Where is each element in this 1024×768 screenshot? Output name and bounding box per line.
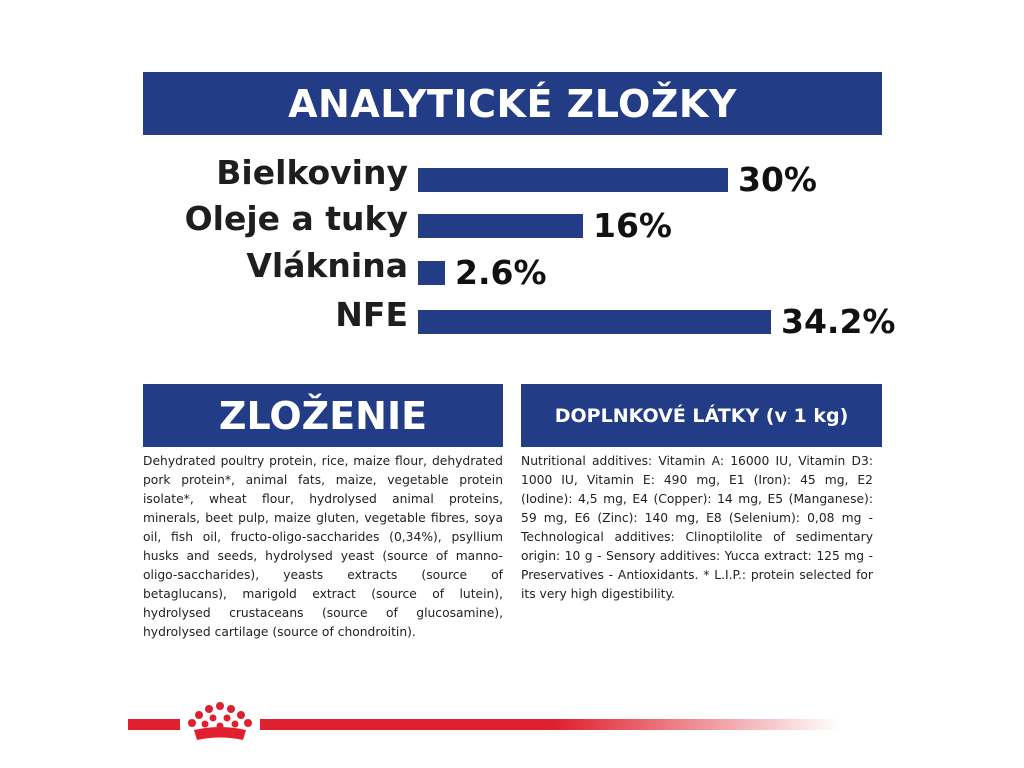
analytic-row-label: Oleje a tuky xyxy=(184,199,408,238)
analytic-row-label: Bielkoviny xyxy=(216,153,408,192)
composition-text: Dehydrated poultry protein, rice, maize flour, dehydrated pork protein*, animal fats, maize, vegetable protein isolate*, wheat flour, hydrolysed animal proteins, minerals, beet pulp, maize gluten, vegetable fibres, soya oil, fish oil, fructo-oligo-saccharides (0,34%), psyllium husks and seeds, hydrolysed yeast (source of manno-oligo-saccharides), yeasts extracts (source of betaglucans), marigold extract (source of lutein), hydrolysed crustaceans (source of glucosamine), hydrolysed cartilage (source of chondroitin). xyxy=(143,454,503,639)
analytic-row xyxy=(0,295,1024,341)
composition-title-banner xyxy=(143,384,503,447)
additives-title: DOPLNKOVÉ LÁTKY (v 1 kg) xyxy=(554,404,849,427)
analytic-row-value: 16% xyxy=(593,206,672,245)
analytic-row-value: 2.6% xyxy=(455,253,547,292)
analytic-row-value: 30% xyxy=(738,160,817,199)
analytic-title-banner xyxy=(143,72,882,135)
analytic-row-value: 34.2% xyxy=(781,302,896,341)
analytic-title: ANALYTICKÉ ZLOŽKY xyxy=(288,81,737,126)
analytic-bar xyxy=(418,214,583,238)
analytic-bar xyxy=(418,310,771,334)
analytic-row-label: NFE xyxy=(335,295,408,334)
royal-crown-icon xyxy=(180,700,260,748)
analytic-bar xyxy=(418,168,728,192)
analytic-row xyxy=(0,199,1024,245)
analytic-row xyxy=(0,246,1024,292)
analytic-bar xyxy=(418,261,445,285)
analytic-row xyxy=(0,153,1024,199)
analytic-row-label: Vláknina xyxy=(246,246,408,285)
additives-text: Nutritional additives: Vitamin A: 16000 IU, Vitamin D3: 1000 IU, Vitamin E: 490 mg, E1 (Iron): 45 mg, E2 (Iodine): 4,5 mg, E4 (Copper): 14 mg, E5 (Manganese): 59 mg, E6 (Zinc): 140 mg, E8 (Selenium): 0,08 mg - Technological additives: Clinoptilolite of sedimentary origin: 10 g - Sensory additives: Yucca extract: 125 mg - Preservatives - Antioxidants. * L.I.P.: protein selected for its very high digestibility. xyxy=(521,454,873,601)
composition-title: ZLOŽENIE xyxy=(218,393,428,438)
additives-title-banner xyxy=(521,384,882,447)
